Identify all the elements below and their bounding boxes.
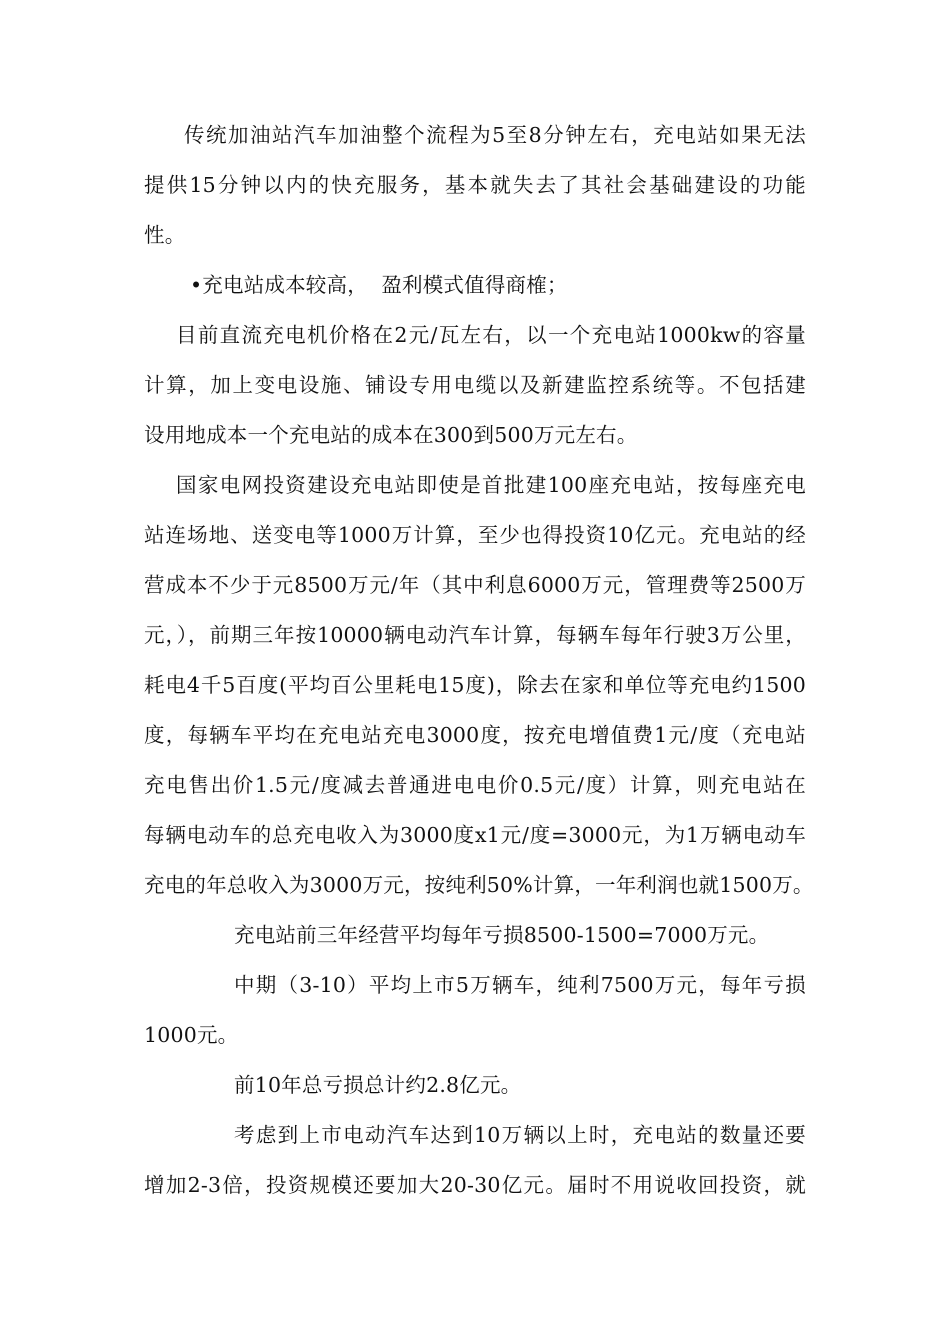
paragraph-line: 提供15分钟以内的快充服务，基本就失去了其社会基础建设的功能 <box>144 173 806 197</box>
paragraph-line: 站连场地、送变电等1000万计算，至少也得投资10亿元。充电站的经 <box>144 523 806 547</box>
paragraph-line: 考虑到上市电动汽车达到10万辆以上时，充电站的数量还要 <box>234 1123 806 1147</box>
paragraph-line: 目前直流充电机价格在2元/瓦左右，以一个充电站1000kw的容量 <box>176 323 806 347</box>
paragraph-line: 中期（3-10）平均上市5万辆车，纯利7500万元，每年亏损 <box>234 973 806 997</box>
paragraph-line: 增加2-3倍，投资规模还要加大20-30亿元。届时不用说收回投资，就 <box>144 1173 806 1197</box>
paragraph-line: 度，每辆车平均在充电站充电3000度，按充电增值费1元/度（充电站 <box>144 723 806 747</box>
paragraph-line: 1000元。 <box>144 1023 239 1047</box>
paragraph-line: 性。 <box>144 223 186 247</box>
paragraph-line: 前10年总亏损总计约2.8亿元。 <box>234 1073 522 1097</box>
bullet-heading: •充电站成本较高， 盈利模式值得商榷； <box>190 273 568 297</box>
paragraph-line: 耗电4千5百度(平均百公里耗电15度)，除去在家和单位等充电约1500 <box>144 673 806 697</box>
paragraph-line: 元，），前期三年按10000辆电动汽车计算，每辆车每年行驶3万公里， <box>144 623 806 647</box>
paragraph-line: 设用地成本一个充电站的成本在300到500万元左右。 <box>144 423 638 447</box>
paragraph-line: 计算，加上变电设施、铺设专用电缆以及新建监控系统等。不包括建 <box>144 373 806 397</box>
paragraph-line: 充电站前三年经营平均每年亏损8500-1500=7000万元。 <box>234 923 770 947</box>
paragraph-line: 充电售出价1.5元/度减去普通进电电价0.5元/度）计算，则充电站在 <box>144 773 806 797</box>
paragraph-line: 每辆电动车的总充电收入为3000度x1元/度=3000元，为1万辆电动车 <box>144 823 806 847</box>
paragraph-line: 充电的年总收入为3000万元，按纯利50%计算，一年利润也就1500万。 <box>144 873 814 897</box>
paragraph-line: 营成本不少于元8500万元/年（其中利息6000万元，管理费等2500万 <box>144 573 806 597</box>
paragraph-line: 国家电网投资建设充电站即使是首批建100座充电站，按每座充电 <box>176 473 806 497</box>
paragraph-line: 传统加油站汽车加油整个流程为5至8分钟左右，充电站如果无法 <box>176 123 806 147</box>
